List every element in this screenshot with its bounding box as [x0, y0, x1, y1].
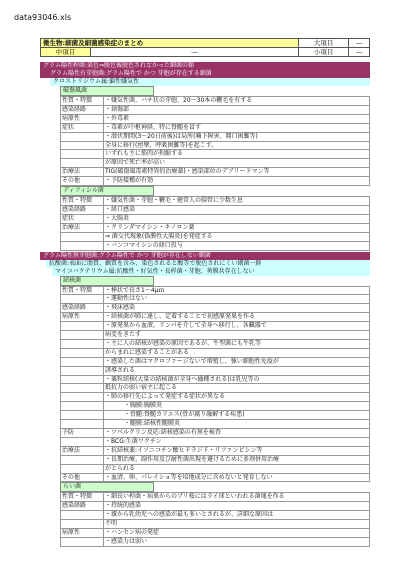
- table-row: [61, 357, 370, 366]
- row-key: [61, 455, 104, 464]
- row-value: ・親から乳幼児への感染が最も多いとされるが、詳細な原因は: [104, 511, 370, 520]
- table-row: [61, 159, 370, 168]
- row-value: ・持続的感染: [104, 502, 370, 511]
- row-value: 病変をきたす: [104, 331, 370, 340]
- table-row: [61, 420, 370, 429]
- table-row: [61, 437, 370, 446]
- row-key: [61, 375, 104, 384]
- table-row: [61, 241, 370, 250]
- row-key: [61, 357, 104, 366]
- table-row: [61, 168, 370, 177]
- table-row: [61, 105, 370, 114]
- table-row: [61, 205, 370, 214]
- section-non-spore: グラム陽性無芽胞菌:グラム陽性で かつ 芽胞が存在しない細菌: [40, 252, 370, 260]
- row-key: [61, 464, 104, 473]
- row-value: ・結核菌が肺に達し、定着することで初感原発巣を作る: [104, 313, 370, 322]
- table-row: [61, 177, 370, 186]
- table-row: [61, 141, 370, 150]
- row-value: がとられる: [104, 464, 370, 473]
- row-value: ・クリンダマイシン・キノロン薬: [104, 223, 370, 232]
- table-row: [61, 331, 370, 340]
- major-label: 大項目: [299, 39, 349, 48]
- file-name: data93046.xls: [14, 13, 72, 22]
- row-key: [61, 537, 104, 546]
- major-value: ―: [349, 39, 370, 48]
- table-row: [61, 123, 370, 132]
- row-value: ・創傷部: [104, 105, 370, 114]
- tetanus-table: [60, 96, 370, 186]
- section-mycobacterium: マイコバクテリウム属:抗酸性・好気性・長桿菌・芽胞、莢膜共存在しない: [52, 268, 370, 276]
- table-row: [61, 348, 370, 357]
- table-row: [61, 339, 370, 348]
- section-gram-positive-rods: グラム陽性桿菌:染色⇒脱色後脱色されなかった細菌の類: [40, 62, 370, 70]
- row-value: ・胸膜:胸膜炎: [104, 402, 370, 411]
- section-clostridium: クロストリジウム属:偏性嫌気性: [50, 78, 370, 86]
- row-key: その他: [61, 473, 104, 482]
- row-value: ・血清、卵、パレイショ等を培地成分に含めないと発育しない: [104, 473, 370, 482]
- row-key: 治療法: [61, 223, 104, 232]
- row-key: [61, 232, 104, 241]
- table-row: [61, 411, 370, 420]
- row-value: ・ツベルクリン反応:結核感染の有無を検査: [104, 429, 370, 438]
- doc-title: 微生物:細菌及細菌感染症のまとめ: [41, 39, 299, 48]
- row-key: [61, 141, 104, 150]
- row-value: ・骨髄:脊髄カリエス(骨が腐り融解する疾患): [104, 411, 370, 420]
- row-value: ・粟粒結核(大量の結核菌が全身へ播種される)は乳児等の: [104, 375, 370, 384]
- row-key: 治療法: [61, 446, 104, 455]
- table-row: [61, 286, 370, 295]
- row-value: ・感染力は弱い: [104, 537, 370, 546]
- row-value: ・経口感染: [104, 205, 370, 214]
- row-value: ・長期治療、副作用及び耐性菌出現を避けるために多剤併用治療: [104, 455, 370, 464]
- row-value: ・肺の移行先によって発症する症状が異なる: [104, 393, 370, 402]
- row-value: 不明: [104, 520, 370, 529]
- row-key: 感染経路: [61, 205, 104, 214]
- row-key: [61, 437, 104, 446]
- row-key: [61, 393, 104, 402]
- row-key: [61, 132, 104, 141]
- row-key: 病原性: [61, 114, 104, 123]
- row-key: [61, 322, 104, 331]
- row-key: 病原性: [61, 529, 104, 538]
- row-value: 誘導される: [104, 366, 370, 375]
- leprosy-table: [60, 492, 370, 546]
- row-value: ・細長い桿菌・病巣からのブリ桜にはライ球といわれる菌塊を作る: [104, 493, 370, 502]
- table-row: [61, 150, 370, 159]
- table-row: [61, 304, 370, 313]
- row-key: [61, 384, 104, 393]
- row-key: 性質・特徴: [61, 197, 104, 206]
- table-row: [61, 446, 370, 455]
- table-row: [61, 493, 370, 502]
- row-key: [61, 331, 104, 340]
- row-key: [61, 295, 104, 304]
- tetanus-heading: 破傷風菌: [60, 86, 154, 96]
- row-value: からまれに感染することがある: [104, 348, 370, 357]
- table-row: [61, 393, 370, 402]
- table-row: [61, 529, 370, 538]
- row-value: ・バンコマイシンの経口投与: [104, 241, 370, 250]
- row-key: 感染経路: [61, 502, 104, 511]
- table-row: [61, 132, 370, 141]
- row-key: [61, 159, 104, 168]
- row-value: ・飛沫感染: [104, 304, 370, 313]
- row-value: ・潜伏期間(3～20日前後)は局所(噛下障害、開口困難等): [104, 132, 370, 141]
- table-row: [61, 511, 370, 520]
- row-key: [61, 402, 104, 411]
- row-key: その他: [61, 177, 104, 186]
- row-value: 抵抗力の弱い宿主に起こる: [104, 384, 370, 393]
- row-value: ・予防接種が有効: [104, 177, 370, 186]
- row-key: [61, 520, 104, 529]
- tb-block: [60, 276, 370, 547]
- table-row: [61, 455, 370, 464]
- table-row: [61, 402, 370, 411]
- row-value: ・抗結核薬:イソニコチン酸ヒドラジド・リファンピシン等: [104, 446, 370, 455]
- row-key: 性質・特徴: [61, 286, 104, 295]
- minor-label: 小項目: [299, 48, 349, 57]
- row-key: 病原性: [61, 313, 104, 322]
- row-value: ・棒状で長さ1～4μｍ: [104, 286, 370, 295]
- tb-table: [60, 286, 370, 483]
- table-row: [61, 232, 370, 241]
- row-value: ・主に人の結核が感染の原因であるが、牛型菌にも牛乳等: [104, 339, 370, 348]
- header-table: [40, 38, 370, 57]
- table-row: [61, 384, 370, 393]
- row-value: ・ハンセン病の発症: [104, 529, 370, 538]
- table-row: [61, 114, 370, 123]
- row-key: 性質・特徴: [61, 97, 104, 106]
- content-sheet: [40, 62, 370, 547]
- row-value: ・BCG:生菌ワクチン: [104, 437, 370, 446]
- row-value: ・大腸炎: [104, 214, 370, 223]
- tetanus-block: [60, 86, 370, 251]
- row-key: 症状: [61, 214, 104, 223]
- mid-label: 中項目: [41, 48, 91, 57]
- leprosy-heading: らい菌: [60, 482, 154, 492]
- row-value: ・毒素が中枢神経、特に脊髄を冒す: [104, 123, 370, 132]
- table-row: [61, 520, 370, 529]
- tb-heading: 結核菌: [60, 276, 154, 286]
- row-key: [61, 366, 104, 375]
- row-key: 予防: [61, 429, 104, 438]
- row-value: ・原発巣から血液、リンパを介して全身へ移行し、各臓器で: [104, 322, 370, 331]
- table-row: [61, 537, 370, 546]
- table-row: [61, 97, 370, 106]
- row-value: ・嫌気性菌、バチ状の芽胞、20～30本の鞭毛を有する: [104, 97, 370, 106]
- row-key: [61, 241, 104, 250]
- row-value: 全身に移行(痙攣、呼吸困難等)を起こす。: [104, 141, 370, 150]
- row-value: が原因で死亡率が高い: [104, 159, 370, 168]
- row-key: [61, 348, 104, 357]
- table-row: [61, 295, 370, 304]
- table-row: [61, 313, 370, 322]
- row-key: 感染経路: [61, 304, 104, 313]
- row-value: ⇒ 菌交代現象(偽膜性大腸炎)を発症する: [104, 232, 370, 241]
- table-row: [61, 502, 370, 511]
- row-key: 治療法: [61, 168, 104, 177]
- table-row: [61, 464, 370, 473]
- table-row: [61, 197, 370, 206]
- section-spore-forming: グラム陽性有芽胞菌:グラム陽性で かつ 芽胞が存在する細菌: [40, 70, 370, 78]
- table-row: [61, 429, 370, 438]
- row-value: ・嫌気性菌・芽胞・鞭毛・健常人の腸管に少数生息: [104, 197, 370, 206]
- row-value: いずれも主に筋肉が拘縮する: [104, 150, 370, 159]
- table-row: [61, 473, 370, 482]
- row-value: ・外毒素: [104, 114, 370, 123]
- section-acid-fast: 抗酸菌:表面に脂質、蝋質を含み、染色されると酸等で脱色されにくい細菌一群: [46, 260, 370, 268]
- mid-value: ―: [91, 48, 299, 57]
- row-value: ・髄膜:結核性髄膜炎: [104, 420, 370, 429]
- row-key: [61, 150, 104, 159]
- row-key: 感染経路: [61, 105, 104, 114]
- table-row: [61, 366, 370, 375]
- row-key: 症状: [61, 123, 104, 132]
- table-row: [61, 375, 370, 384]
- difficile-heading: ディフィシル菌: [60, 186, 154, 196]
- row-value: ・感染した菌はマクロファージないで増殖し、強い細胞性免疫が: [104, 357, 370, 366]
- difficile-table: [60, 196, 370, 250]
- table-row: [61, 322, 370, 331]
- row-key: [61, 420, 104, 429]
- row-key: [61, 411, 104, 420]
- minor-value: ―: [349, 48, 370, 57]
- row-value: TIG(破傷風毒素特異的治療薬)・感染部位のデブリードマン等: [104, 168, 370, 177]
- table-row: [61, 223, 370, 232]
- row-key: [61, 339, 104, 348]
- row-key: 性質・特徴: [61, 493, 104, 502]
- row-value: ・運動性はない: [104, 295, 370, 304]
- row-key: [61, 511, 104, 520]
- table-row: [61, 214, 370, 223]
